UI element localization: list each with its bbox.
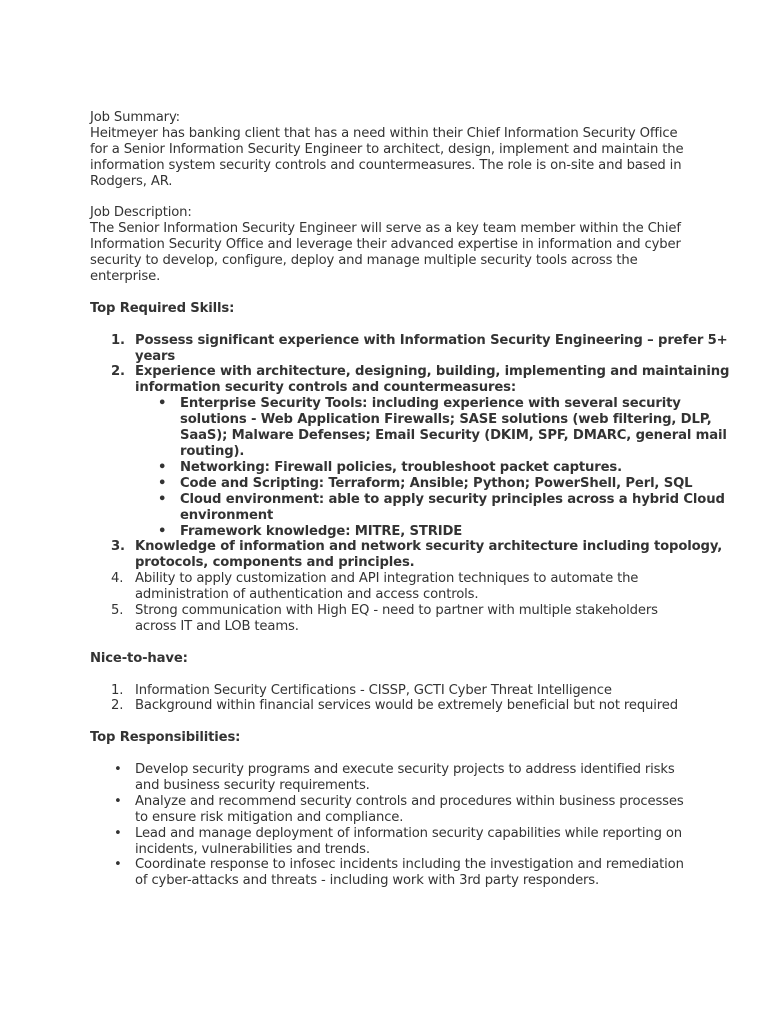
skill-subitem-text: Code and Scripting: Terraform; Ansible; Python; PowerShell, Perl, SQL [180, 475, 693, 491]
required-skill-item [90, 571, 690, 603]
job-description-section [90, 205, 690, 285]
job-description-line: The Senior Information Security Engineer will serve as a key team member within the Chief [90, 221, 681, 237]
list-number: 3. [111, 539, 125, 555]
skill-subitem [90, 396, 727, 460]
required-skill-item [90, 603, 690, 635]
nice-to-have-text: Background within financial services would be extremely beneficial but not required [135, 698, 678, 714]
nice-to-have-item [90, 683, 690, 699]
skill-subitem [90, 460, 690, 476]
bullet-icon: • [114, 793, 122, 809]
responsibility-text: Develop security programs and execute security projects to address identified risks [135, 762, 675, 778]
responsibility-item [90, 794, 690, 826]
responsibility-text: and business security requirements. [135, 777, 370, 793]
list-number: 4. [111, 571, 124, 587]
responsibility-item [90, 857, 690, 889]
list-number: 1. [111, 682, 124, 698]
skill-subitem [90, 475, 693, 492]
list-number: 2. [111, 698, 124, 714]
job-summary-line: Rodgers, AR. [90, 173, 173, 189]
spacer [90, 746, 690, 762]
bullet-icon: • [158, 523, 167, 539]
required-skill-item [90, 364, 730, 396]
required-skill-text: administration of authentication and access controls. [135, 587, 479, 603]
bullet-icon: • [158, 491, 167, 507]
job-description-line: enterprise. [90, 269, 161, 285]
nice-to-have-text: Information Security Certifications - CISSP, GCTI Cyber Threat Intelligence [135, 682, 612, 698]
skill-subitem [90, 491, 725, 524]
bullet-icon: • [158, 475, 167, 491]
list-number: 2. [111, 364, 125, 380]
required-skill-text: Possess significant experience with Information Security Engineering – prefer 5+ [135, 332, 728, 348]
responsibility-item [90, 826, 690, 858]
spacer [90, 635, 690, 651]
spacer [90, 714, 690, 730]
required-skill-text: Ability to apply customization and API integration techniques to automate the [135, 571, 639, 587]
skill-subitem-text: Framework knowledge: MITRE, STRIDE [180, 523, 463, 539]
job-summary-line: information system security controls and countermeasures. The role is on-site and based in [90, 157, 682, 173]
required-skill-item [90, 539, 723, 571]
responsibility-item [90, 762, 690, 794]
required-skill-text: information security controls and countermeasures: [135, 380, 516, 396]
skill-subitem-text: environment [180, 507, 274, 523]
nice-to-have-item [90, 698, 690, 714]
required-skill-text: years [135, 348, 176, 364]
skill-subitem-text: Enterprise Security Tools: including experience with several security [180, 396, 681, 412]
required-skill-text: protocols, components and principles. [135, 555, 415, 571]
job-summary-heading: Job Summary: [90, 110, 180, 125]
responsibilities-list [90, 762, 690, 889]
job-description-heading: Job Description: [90, 205, 192, 221]
job-summary-section [90, 110, 690, 190]
responsibility-text: incidents, vulnerabilities and trends. [135, 841, 370, 857]
required-skill-text: Experience with architecture, designing, building, implementing and maintaining [135, 364, 730, 380]
nice-to-have-list [90, 683, 690, 715]
responsibility-text: Coordinate response to infosec incidents including the investigation and remediation [135, 857, 684, 873]
responsibility-text: Analyze and recommend security controls and procedures within business processes [135, 793, 684, 809]
skill-subitem-text: Cloud environment: able to apply security principles across a hybrid Cloud [180, 491, 725, 507]
top-responsibilities-heading: Top Responsibilities: [90, 730, 241, 746]
responsibility-text: Lead and manage deployment of information security capabilities while reporting on [135, 825, 682, 841]
spacer [90, 317, 690, 333]
bullet-icon: • [158, 459, 167, 475]
spacer [90, 285, 690, 301]
required-skills-list [90, 332, 730, 635]
job-summary-line: for a Senior Information Security Engineer to architect, design, implement and maintain the [90, 141, 684, 157]
skill-subitem-text: routing). [180, 443, 245, 459]
top-required-skills-heading: Top Required Skills: [90, 300, 235, 316]
bullet-icon: • [114, 825, 122, 841]
job-description-line: Information Security Office and leverage their advanced expertise in information and cyber [90, 237, 681, 253]
bullet-icon: • [114, 857, 122, 873]
skill-subitem-text: Networking: Firewall policies, troubleshoot packet captures. [180, 459, 622, 475]
nice-to-have-heading: Nice-to-have: [90, 650, 188, 666]
list-number: 1. [111, 332, 125, 348]
required-skill-item [90, 332, 728, 365]
skill-subitem [90, 524, 690, 540]
bullet-icon: • [114, 762, 122, 778]
spacer [90, 667, 690, 683]
list-number: 5. [111, 603, 124, 619]
skill-subitem-text: SaaS); Malware Defenses; Email Security (DKIM, SPF, DMARC, general mail [180, 428, 727, 444]
document-page [90, 110, 730, 889]
spacer [90, 190, 690, 206]
bullet-icon: • [158, 396, 167, 412]
required-skill-text: Knowledge of information and network security architecture including topology, [135, 539, 723, 555]
required-skill-text: across IT and LOB teams. [135, 618, 299, 634]
required-skill-text: Strong communication with High EQ - need to partner with multiple stakeholders [135, 603, 658, 619]
skill-subitem-text: solutions - Web Application Firewalls; SASE solutions (web filtering, DLP, [180, 412, 712, 428]
responsibility-text: to ensure risk mitigation and compliance. [135, 809, 404, 825]
job-description-line: security to develop, configure, deploy and manage multiple security tools across the [90, 253, 638, 269]
job-summary-line: Heitmeyer has banking client that has a need within their Chief Information Security Office [90, 125, 678, 141]
responsibility-text: of cyber-attacks and threats - including work with 3rd party responders. [135, 873, 600, 889]
